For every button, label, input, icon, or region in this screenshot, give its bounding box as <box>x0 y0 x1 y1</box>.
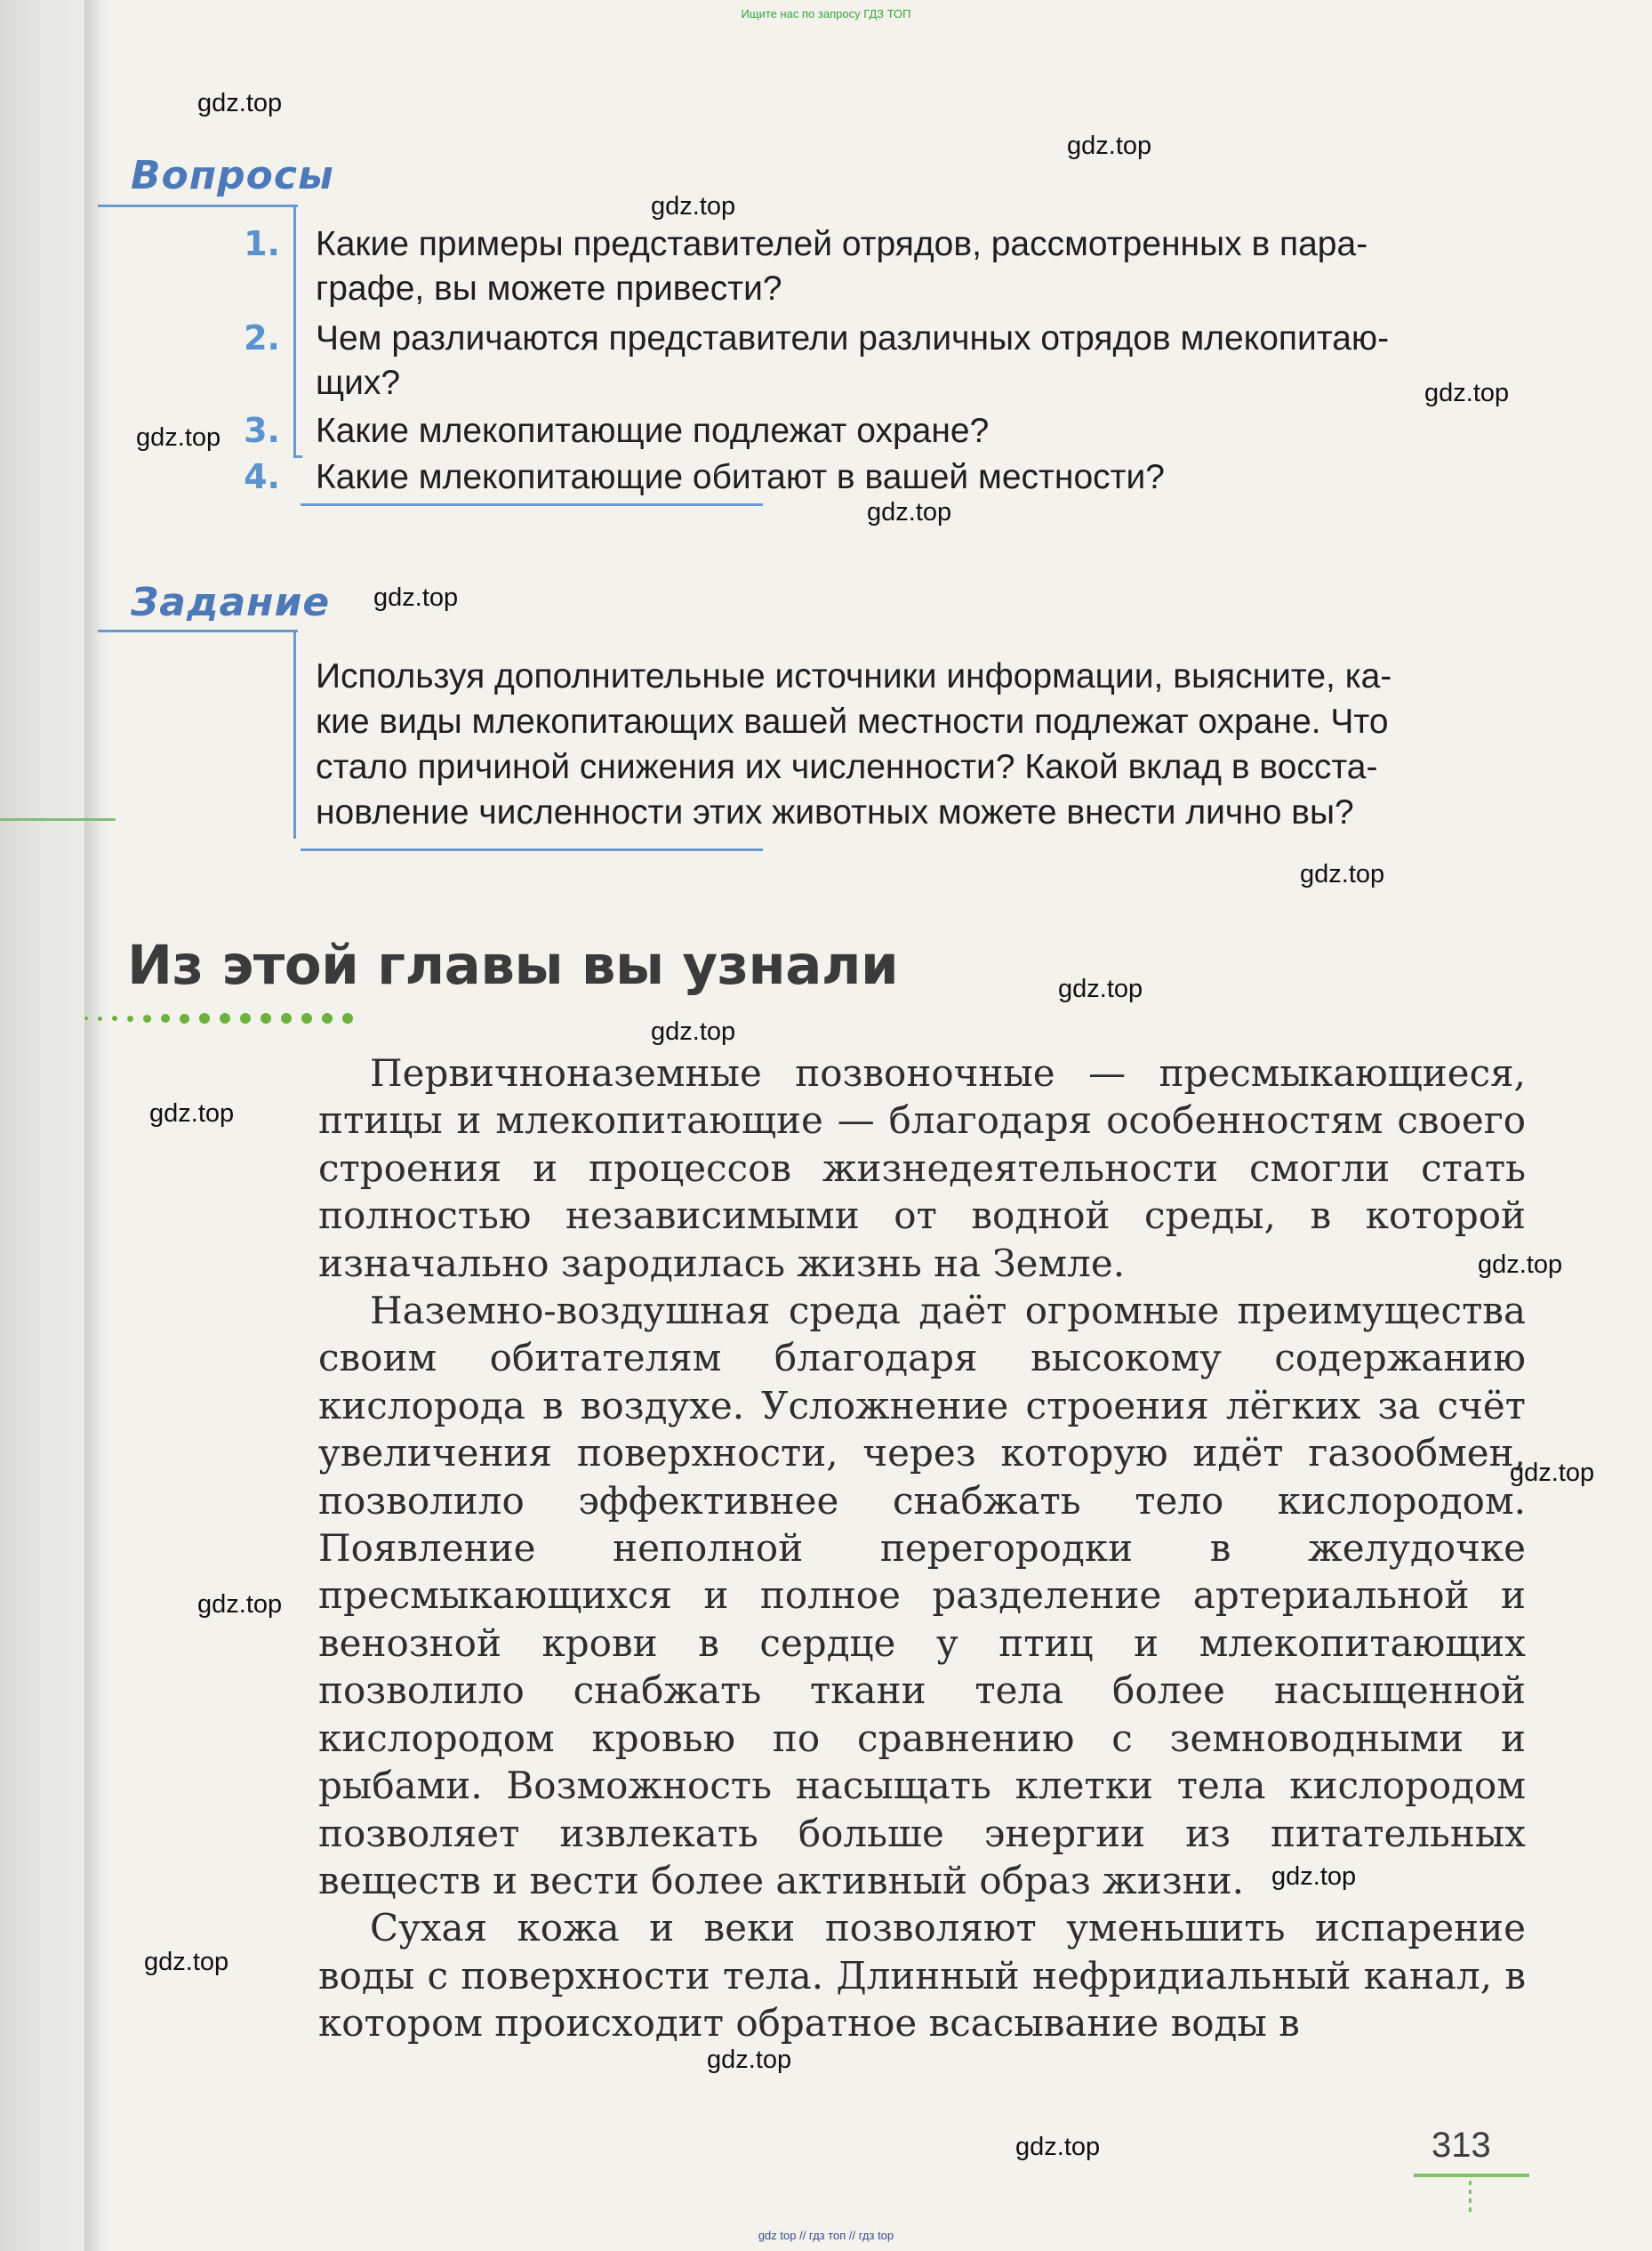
watermark: gdz.top <box>1058 975 1143 1003</box>
question-number: 1. <box>244 224 280 263</box>
question-number: 3. <box>244 411 280 450</box>
question-line: щих? <box>316 364 401 402</box>
summary-paragraph: Сухая кожа и веки позволяют уменьшить испарение воды с поверхности тела. Длинный нефридиальный канал, в котором происходит обратное всасывание воды в <box>318 1906 1526 2046</box>
watermark: gdz.top <box>149 1099 235 1128</box>
questions-title: Вопросы <box>131 153 334 198</box>
task-title: Задание <box>131 580 331 625</box>
question-item <box>316 455 1525 500</box>
question-line: Какие примеры представителей отрядов, рассмотренных в пара- <box>316 225 1368 263</box>
task-text <box>316 654 1525 835</box>
chapter-summary-text <box>318 1049 1526 2047</box>
watermark: gdz.top <box>197 1590 283 1619</box>
watermark: gdz.top <box>144 1948 229 1976</box>
question-line: Чем различаются представители различных отрядов млекопитаю- <box>316 319 1390 358</box>
watermark: gdz.top <box>373 583 459 612</box>
book-spine-fold <box>84 0 100 2251</box>
divider-dot <box>342 1013 353 1024</box>
watermark: gdz.top <box>1015 2133 1101 2161</box>
watermark: gdz.top <box>1510 1459 1595 1487</box>
watermark: gdz.top <box>867 498 952 527</box>
divider-dot <box>240 1013 251 1024</box>
watermark: gdz.top <box>1424 379 1510 407</box>
question-item <box>316 317 1525 406</box>
divider-dot <box>127 1016 133 1022</box>
task-title-underline <box>98 630 298 632</box>
question-line: Какие млекопитающие обитают в вашей местности? <box>316 458 1165 496</box>
divider-dot <box>180 1014 189 1024</box>
divider-dot <box>199 1013 210 1024</box>
watermark: gdz.top <box>1067 132 1152 160</box>
watermark: gdz.top <box>1271 1862 1357 1891</box>
watermark: gdz.top <box>651 192 736 221</box>
task-line: кие виды млекопитающих вашей местности подлежат охране. Что <box>316 703 1389 741</box>
questions-bottom-rule <box>301 503 763 506</box>
questions-title-underline <box>98 205 298 207</box>
divider-dot <box>281 1013 292 1024</box>
questions-vertical-rule <box>293 205 296 458</box>
chapter-summary-heading: Из этой главы вы узнали <box>127 934 899 997</box>
page-number: 313 <box>1431 2126 1491 2165</box>
task-line: стало причиной снижения их численности? Какой вклад в восста- <box>316 748 1378 786</box>
bottom-banner: gdz top // гдз топ // гдз top <box>758 2229 894 2242</box>
divider-dot <box>161 1014 170 1023</box>
page-number-tick <box>1469 2181 1472 2216</box>
watermark: gdz.top <box>1478 1250 1563 1279</box>
questions-rule-corner <box>293 455 302 458</box>
question-item <box>316 409 1525 454</box>
page-edge-line <box>0 818 116 821</box>
top-banner: Ищите нас по запросу ГДЗ ТОП <box>741 7 911 20</box>
divider-dot <box>143 1015 151 1023</box>
summary-paragraph: Наземно-воздушная среда даёт огромные преимущества своим обитателям благодаря высокому содержанию кислорода в воздухе. Усложнение строения лёгких за счёт увеличения поверхности, через которую идёт газообмен, позволило эффективнее снабжать тело кислородом. Появление неполной перегородки в желудочке пресмыкающихся и полное разделение артериальной и венозной крови в сердце у птиц и млекопитающих позволило снабжать ткани тела более насыщенной кислородом кровью по сравнению с земноводными и рыбами. Возможность насыщать клетки тела кислородом позволяет извлекать больше энергии из питательных веществ и вести более активный образ жизни. <box>318 1289 1526 1902</box>
divider-dot <box>112 1016 117 1021</box>
divider-dot <box>322 1013 333 1024</box>
task-bottom-rule <box>301 848 763 851</box>
divider-dot <box>98 1017 102 1021</box>
divider-dot <box>220 1013 230 1024</box>
summary-paragraph: Первичноназемные позвоночные — пресмыкающиеся, птицы и млекопитающие — благодаря особенностям своего строения и процессов жизнедеятельности смогли стать полностью независимыми от водной среды, в которой изначально зародилась жизнь на Земле. <box>318 1051 1526 1285</box>
task-vertical-rule <box>293 630 296 839</box>
task-line: новление численности этих животных можете внести лично вы? <box>316 793 1354 832</box>
page-number-underline <box>1414 2174 1529 2177</box>
divider-dot <box>301 1013 312 1024</box>
question-line: графе, вы можете привести? <box>316 269 782 308</box>
watermark: gdz.top <box>707 2046 792 2074</box>
task-line: Используя дополнительные источники информации, выясните, ка- <box>316 657 1392 695</box>
watermark: gdz.top <box>651 1017 736 1046</box>
watermark: gdz.top <box>136 423 221 452</box>
heading-dot-divider <box>84 1012 422 1025</box>
question-number: 4. <box>244 457 280 496</box>
question-number: 2. <box>244 318 280 358</box>
watermark: gdz.top <box>1300 860 1385 888</box>
question-item <box>316 222 1525 311</box>
divider-dot <box>261 1013 271 1024</box>
question-line: Какие млекопитающие подлежат охране? <box>316 412 990 450</box>
watermark: gdz.top <box>197 89 283 117</box>
divider-dot <box>84 1017 88 1020</box>
